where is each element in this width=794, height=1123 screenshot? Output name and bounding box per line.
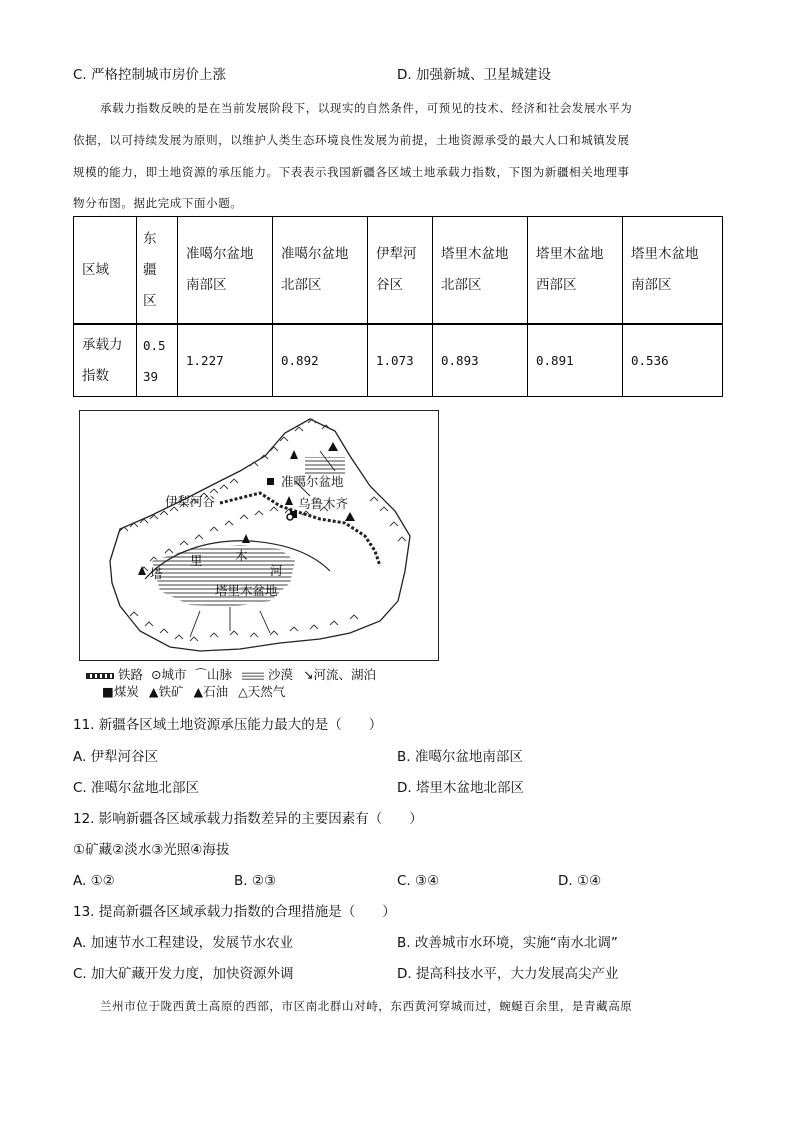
table-value-header bbox=[74, 324, 137, 397]
oil-symbol bbox=[290, 450, 298, 459]
q12-option-b[interactable]: B. ②③ bbox=[234, 873, 277, 889]
q13-option-b[interactable]: B. 改善城市水环境，实施“南水北调” bbox=[397, 935, 618, 951]
legend-desert: 沙漠 bbox=[267, 667, 293, 682]
intro-line-4: 物分布图。据此完成下面小题。 bbox=[73, 196, 243, 210]
region-line: 准噶尔盆地 bbox=[186, 246, 254, 262]
iron-symbol bbox=[345, 512, 355, 521]
table-region-tarim-west bbox=[528, 217, 623, 325]
question-12-stem: 12. 影响新疆各区域承载力指数差异的主要因素有（ ） bbox=[73, 811, 423, 827]
city-symbol bbox=[287, 514, 293, 520]
table-value-dongjiang bbox=[137, 324, 178, 397]
intro-line-3: 规模的能力，即土地资源的承压能力。下表表示我国新疆各区域土地承载力指数，下图为新疆相关地理事 bbox=[73, 165, 630, 179]
mountain-ranges bbox=[120, 419, 406, 641]
legend-gas: 天然气 bbox=[247, 684, 286, 699]
legend-mountain: 山脉 bbox=[206, 667, 232, 682]
region-line: 西部区 bbox=[536, 277, 577, 293]
q11-option-b[interactable]: B. 准噶尔盆地南部区 bbox=[397, 749, 523, 765]
oil-symbol bbox=[242, 534, 250, 543]
legend-iron: 铁矿 bbox=[158, 684, 184, 699]
city-icon: ⊙ bbox=[150, 667, 162, 682]
region-line: 区 bbox=[143, 292, 157, 309]
label-river-ta: 塔 bbox=[150, 566, 163, 581]
label-river-li: 里 bbox=[190, 553, 203, 568]
map-drawing bbox=[80, 411, 438, 660]
question-11-stem: 11. 新疆各区域土地资源承压能力最大的是（ ） bbox=[73, 717, 383, 733]
table-region-yili bbox=[368, 217, 433, 325]
desert-icon bbox=[242, 672, 264, 680]
legend-river-lake: 河流、湖泊 bbox=[313, 667, 376, 682]
region-line: 东 bbox=[143, 230, 157, 247]
table-region-junggar-south bbox=[178, 217, 273, 325]
region-line: 北部区 bbox=[281, 277, 322, 293]
iron-icon: ▲ bbox=[148, 684, 159, 699]
table-region-tarim-north bbox=[433, 217, 528, 325]
region-line: 北部区 bbox=[441, 277, 482, 293]
intro-line-1: 承载力指数反映的是在当前发展阶段下，以现实的自然条件，可预见的技术、经济和社会发展水平为 bbox=[100, 101, 633, 115]
prev-option-c: C. 严格控制城市房价上涨 bbox=[73, 67, 227, 83]
question-12-factors: ①矿藏②淡水③光照④海拔 bbox=[73, 842, 230, 858]
legend-oil: 石油 bbox=[203, 684, 229, 699]
q11-option-a[interactable]: A. 伊犁河谷区 bbox=[73, 749, 159, 765]
mountain-icon: ⌒ bbox=[194, 667, 207, 682]
label-river-he: 河 bbox=[270, 563, 283, 578]
label-urumqi: 乌鲁木齐 bbox=[298, 496, 349, 511]
question-13-stem: 13. 提高新疆各区域承载力指数的合理措施是（ ） bbox=[73, 904, 396, 920]
prev-option-d: D. 加强新城、卫星城建设 bbox=[397, 67, 551, 83]
region-line: 疆 bbox=[143, 261, 157, 278]
iron-symbol bbox=[328, 442, 338, 451]
table-value-junggar-south: 1.227 bbox=[178, 324, 273, 397]
table-region-dongjiang bbox=[137, 217, 178, 325]
legend-coal: 煤炭 bbox=[113, 684, 139, 699]
region-line: 南部区 bbox=[186, 277, 227, 293]
oil-icon: ▲ bbox=[193, 684, 204, 699]
railway-icon bbox=[86, 673, 114, 679]
region-line: 谷区 bbox=[376, 277, 403, 293]
gas-icon: △ bbox=[238, 684, 248, 699]
value-header-line: 指数 bbox=[82, 367, 109, 384]
q12-option-c[interactable]: C. ③④ bbox=[397, 873, 440, 889]
coal-icon: ■ bbox=[102, 684, 114, 699]
value-header-line: 承载力 bbox=[82, 336, 123, 353]
label-tarim-basin: 塔里木盆地 bbox=[215, 583, 278, 598]
carrying-capacity-table bbox=[73, 216, 723, 397]
value-line: 0.5 bbox=[143, 337, 166, 353]
table-region-junggar-north bbox=[273, 217, 368, 325]
legend-railway: 铁路 bbox=[117, 667, 143, 682]
table-header-row bbox=[74, 217, 723, 325]
table-value-junggar-north: 0.892 bbox=[273, 324, 368, 397]
xinjiang-map bbox=[79, 410, 439, 661]
label-river-mu: 木 bbox=[235, 548, 248, 563]
q13-option-d[interactable]: D. 提高科技水平，大力发展高尖产业 bbox=[397, 966, 619, 982]
label-yili: 伊犁河谷 bbox=[165, 494, 216, 509]
river-lake-icon: ↘ bbox=[302, 667, 314, 682]
table-row-header: 区域 bbox=[74, 217, 137, 325]
table-region-tarim-south bbox=[623, 217, 723, 325]
q13-option-c[interactable]: C. 加大矿藏开发力度，加快资源外调 bbox=[73, 966, 294, 982]
table-value-row bbox=[74, 324, 723, 397]
map-legend bbox=[86, 665, 376, 683]
coal-symbol bbox=[267, 478, 274, 485]
table-value-yili: 1.073 bbox=[368, 324, 433, 397]
region-line: 塔里木盆地 bbox=[441, 246, 509, 262]
table-value-tarim-west: 0.891 bbox=[528, 324, 623, 397]
value-line: 39 bbox=[143, 368, 159, 384]
next-paragraph-line-1: 兰州市位于陇西黄土高原的西部，市区南北群山对峙，东西黄河穿城而过，蜿蜒百余里，是青藏高原 bbox=[100, 999, 633, 1013]
table-value-tarim-south: 0.536 bbox=[623, 324, 723, 397]
q11-option-c[interactable]: C. 准噶尔盆地北部区 bbox=[73, 780, 200, 796]
q12-option-a[interactable]: A. ①② bbox=[73, 873, 115, 889]
q11-option-d[interactable]: D. 塔里木盆地北部区 bbox=[397, 780, 524, 796]
oil-symbol bbox=[285, 496, 293, 505]
legend-city: 城市 bbox=[161, 667, 187, 682]
region-line: 南部区 bbox=[631, 277, 672, 293]
q12-option-d[interactable]: D. ①④ bbox=[558, 873, 602, 889]
q13-option-a[interactable]: A. 加速节水工程建设，发展节水农业 bbox=[73, 935, 294, 951]
intro-line-2: 依据，以可持续发展为原则，以维护人类生态环境良性发展为前提，土地资源承受的最大人口和城镇发展 bbox=[73, 133, 630, 147]
table-value-tarim-north: 0.893 bbox=[433, 324, 528, 397]
region-line: 伊犁河 bbox=[376, 246, 417, 262]
map-legend-resources bbox=[102, 682, 285, 700]
region-line: 塔里木盆地 bbox=[536, 246, 604, 262]
region-line: 塔里木盆地 bbox=[631, 246, 699, 262]
region-line: 准噶尔盆地 bbox=[281, 246, 349, 262]
label-junggar: 准噶尔盆地 bbox=[281, 474, 344, 489]
